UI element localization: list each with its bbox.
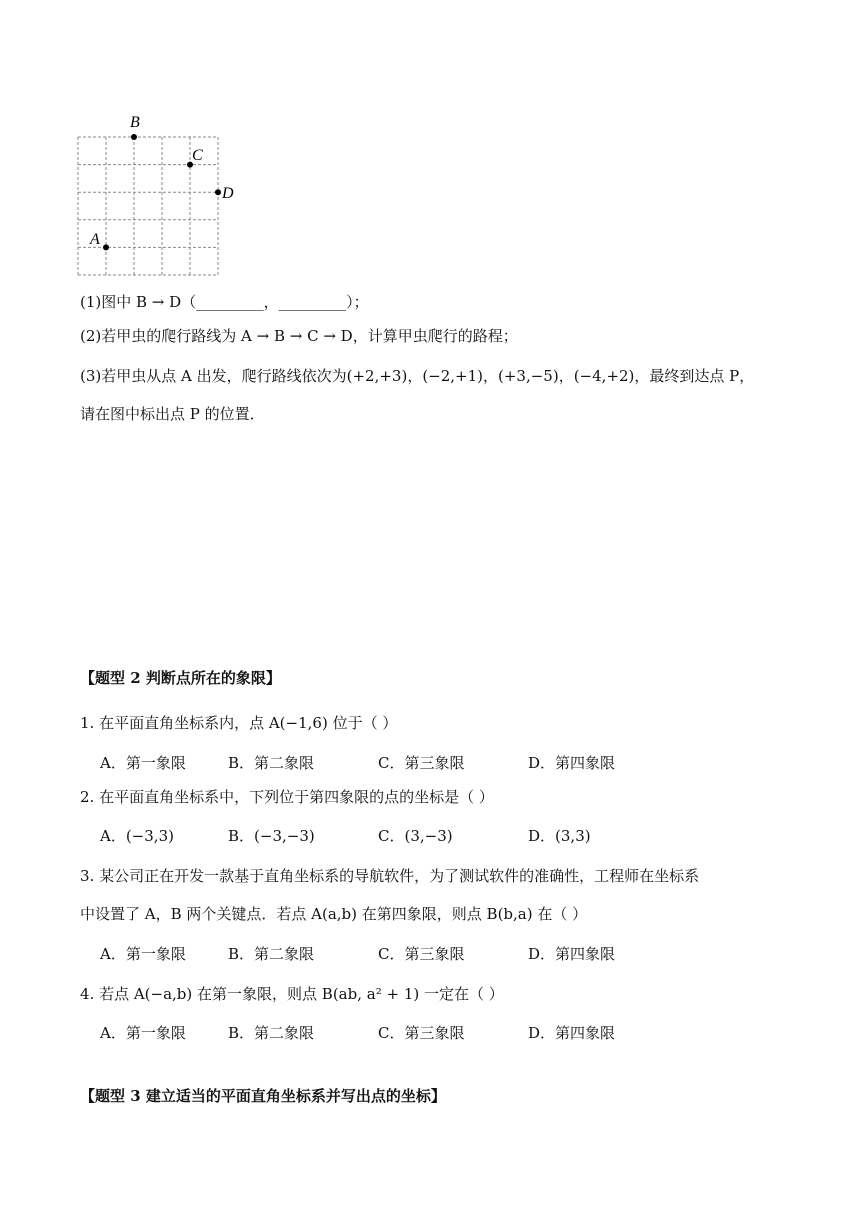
t2-q4-stem: 4. 若点 A(−a,b) 在第一象限，则点 B(ab, a² + 1) 一定在（ ） <box>80 985 504 1003</box>
question-3-line1: (3)若甲虫从点 A 出发，爬行路线依次为(+2,+3)，(−2,+1)，(+3,−5)，(−4,+2)，最终到达点 P， <box>80 367 755 385</box>
t2-q3-option-c: C．第三象限 <box>378 945 465 963</box>
t2-q4-option-c: C．第三象限 <box>378 1024 465 1042</box>
t2-q1-option-c: C．第三象限 <box>378 754 465 772</box>
label-d: D <box>222 185 234 202</box>
grid-figure <box>70 110 270 285</box>
type2-heading: 【题型 2 判断点所在的象限】 <box>80 669 281 687</box>
label-c: C <box>192 147 203 164</box>
point-d <box>215 189 221 195</box>
point-a <box>103 244 109 250</box>
type3-heading: 【题型 3 建立适当的平面直角坐标系并写出点的坐标】 <box>80 1087 446 1105</box>
point-b <box>131 134 137 140</box>
t2-q1-option-d: D．第四象限 <box>528 754 616 772</box>
t2-q4-option-a: A．第一象限 <box>100 1024 186 1042</box>
question-2: (2)若甲虫的爬行路线为 A → B → C → D，计算甲虫爬行的路程； <box>80 327 518 345</box>
label-b: B <box>130 114 140 131</box>
t2-q3-stem-line1: 3. 某公司正在开发一款基于直角坐标系的导航软件，为了测试软件的准确性，工程师在坐标系 <box>80 867 700 885</box>
question-3-line2: 请在图中标出点 P 的位置． <box>80 405 265 423</box>
t2-q2-stem: 2. 在平面直角坐标系中，下列位于第四象限的点的坐标是（ ） <box>80 788 494 806</box>
t2-q3-option-a: A．第一象限 <box>100 945 186 963</box>
t2-q4-option-b: B．第二象限 <box>228 1024 315 1042</box>
t2-q1-stem: 1. 在平面直角坐标系内，点 A(−1,6) 位于（ ） <box>80 714 398 732</box>
t2-q2-option-c: C．(3,−3) <box>378 827 453 845</box>
question-1: (1)图中 B → D（_________，_________）； <box>80 293 369 311</box>
t2-q4-option-d: D．第四象限 <box>528 1024 616 1042</box>
t2-q1-option-a: A．第一象限 <box>100 754 186 772</box>
t2-q3-option-b: B．第二象限 <box>228 945 315 963</box>
t2-q2-option-b: B．(−3,−3) <box>228 827 315 845</box>
t2-q3-option-d: D．第四象限 <box>528 945 616 963</box>
t2-q1-option-b: B．第二象限 <box>228 754 315 772</box>
t2-q2-option-a: A．(−3,3) <box>100 827 174 845</box>
label-a: A <box>90 231 100 248</box>
t2-q3-stem-line2: 中设置了 A，B 两个关键点．若点 A(a,b) 在第四象限，则点 B(b,a) 在（ ） <box>80 905 588 923</box>
t2-q2-option-d: D．(3,3) <box>528 827 591 845</box>
